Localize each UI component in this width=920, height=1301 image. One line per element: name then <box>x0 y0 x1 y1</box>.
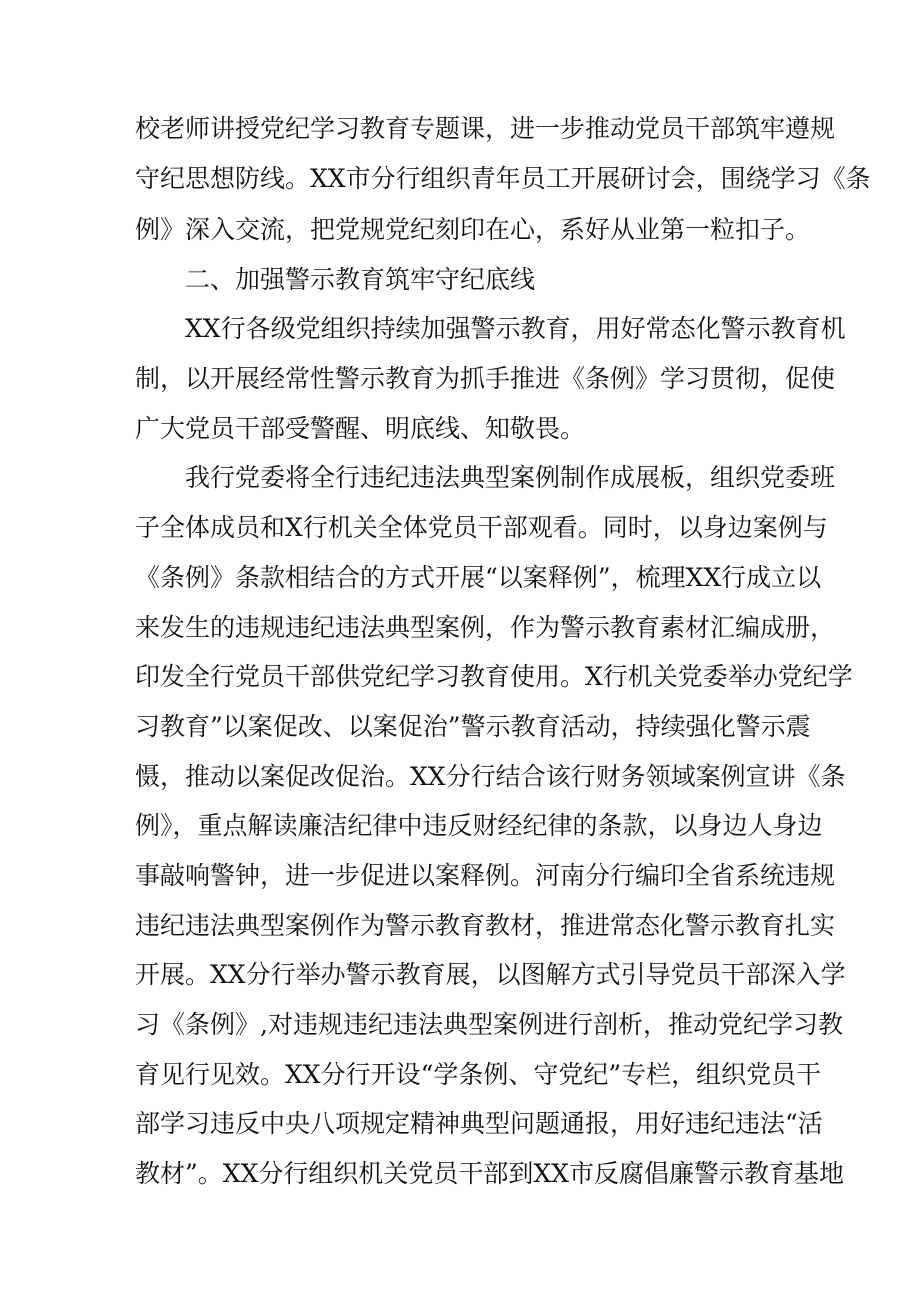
section-heading: 二、加强警示教育筑牢守纪底线 <box>185 265 536 294</box>
paragraph-2-line-2: 制，以开展经常性警示教育为抓手推进《条例》学习贯彻，促使 <box>135 364 836 393</box>
paragraph-3-line-4: 来发生的违规违纪违法典型案例，作为警示教育素材汇编成册， <box>135 613 836 642</box>
paragraph-3-line-6: 习教育”以案促改、以案促治”警示教育活动，持续强化警示震 <box>135 712 811 741</box>
paragraph-3-line-5: 印发全行党员干部供党纪学习教育使用。X行机关党委举办党纪学 <box>135 662 853 691</box>
paragraph-2-line-3: 广大党员干部受警醒、明底线、知敬畏。 <box>135 414 586 443</box>
paragraph-3-line-12: 习《条例》,对违规违纪违法典型案例进行剖析，推动党纪学习教 <box>135 1010 843 1039</box>
paragraph-3-line-9: 事敲响警钟，进一步促进以案释例。河南分行编印全省系统违规 <box>135 861 836 890</box>
paragraph-3-line-2: 子全体成员和X行机关全体党员干部观看。同时，以身边案例与 <box>135 513 828 542</box>
paragraph-1-line-1: 校老师讲授党纪学习教育专题课，进一步推动党员干部筑牢遵规 <box>135 114 836 143</box>
paragraph-3-line-7: 慑，推动以案促改促治。XX分行结合该行财务领域案例宣讲《条 <box>135 762 846 791</box>
paragraph-3-line-14: 部学习违反中央八项规定精神典型问题通报，用好违纪违法“活 <box>135 1109 823 1138</box>
paragraph-1-line-3: 例》深入交流，把党规党纪刻印在心，系好从业第一粒扣子。 <box>135 215 811 244</box>
paragraph-3-line-1: 我行党委将全行违纪违法典型案例制作成展板，组织党委班 <box>185 463 836 492</box>
paragraph-2-line-1: XX行各级党组织持续加强警示教育，用好常态化警示教育机 <box>185 314 846 343</box>
paragraph-3-line-10: 违纪违法典型案例作为警示教育教材，推进常态化警示教育扎实 <box>135 911 836 940</box>
paragraph-3-line-8: 例》，重点解读廉洁纪律中违反财经纪律的条款，以身边人身边 <box>135 811 823 840</box>
paragraph-3-line-11: 开展。XX分行举办警示教育展，以图解方式引导党员干部深入学 <box>135 960 846 989</box>
paragraph-3-line-15: 教材”。XX分行组织机关党员干部到XX市反腐倡廉警示教育基地 <box>135 1159 844 1188</box>
paragraph-1-line-2: 守纪思想防线。XX市分行组织青年员工开展研讨会，围绕学习《条 <box>135 164 871 193</box>
paragraph-3-line-3: 《条例》条款相结合的方式开展“以案释例”，梳理XX行成立以 <box>135 563 822 592</box>
paragraph-3-line-13: 育见行见效。XX分行开设“学条例、守党纪”专栏，组织党员干 <box>135 1060 822 1089</box>
